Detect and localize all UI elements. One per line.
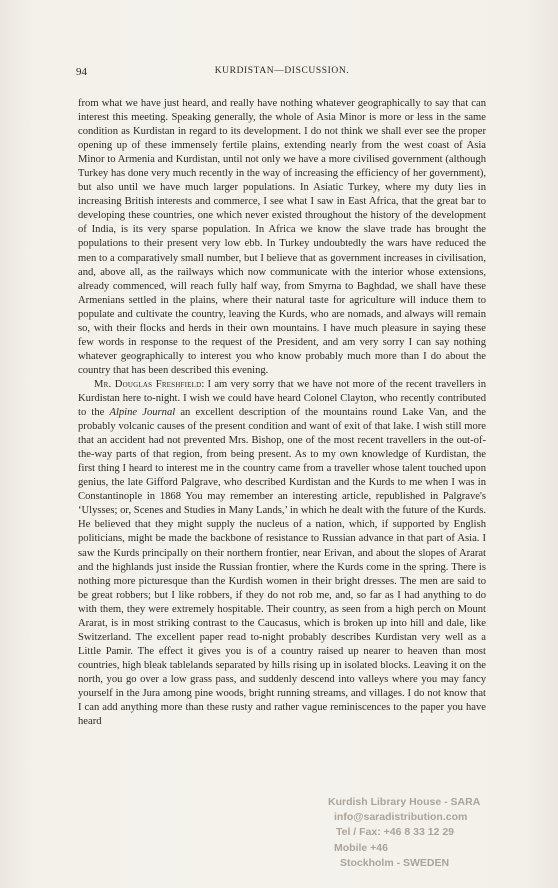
paragraph-2-text-before: : I am very sorry that we have not more of the recent travellers in Kurdistan here to-night. I wish we could have heard Colonel Clayton, who recently contributed to the <box>78 378 486 419</box>
body-text <box>78 97 486 729</box>
stamp-mobile: Mobile +46 <box>334 841 388 854</box>
journal-title: Alpine Journal <box>109 407 176 419</box>
stamp-email: info@saradistribution.com <box>334 811 468 824</box>
paragraph-2 <box>78 378 486 729</box>
speaker-name: Mr. Douglas Freshfield <box>94 378 202 390</box>
page-number: 94 <box>76 66 87 78</box>
stamp-location: Stockholm - SWEDEN <box>340 856 450 869</box>
stamp-phone: Tel / Fax: +46 8 33 12 29 <box>336 826 455 839</box>
library-stamp <box>318 795 498 871</box>
paragraph-1: from what we have just heard, and really have nothing whatever geographically to say that can interest this meeting. Speaking generally, the whole of Asia Minor is more or less in the same condition as Kurdistan in regard to its development. I do not think we shall ever see the proper opening up of these immensely fertile plains, extending nearly from the west coast of Asia Minor to Armenia and Kurdistan, until not only we have a more civilised government (although Turkey has done very much recently in the way of increasing the efficiency of her government), but also until we have much larger populations. In Asiatic Turkey, where my duty lies in increasing British interests and commerce, I see what I saw in East Africa, that the great bar to developing these countries, one which never existed throughout the history of the development of India, is its very sparse population. In Africa we know the slave trade has brought the populations to their present very low ebb. In Turkey undoubtedly the wars have reduced the men to a comparatively small number, but I believe that as government increases in civilisation, and, above all, as the railways which now communicate with the interior whose extensions, already commenced, will reach fully half way, from Smyrna to Baghdad, we shall have these Armenians settled in the plains, where their natural taste for agriculture will induce them to populate and cultivate the country, leaving the Kurds, who are nomads, and always will remain so, with their flocks and herds in their own mountains. I have much pleasure in saying these few words in response to the request of the President, and am very sorry I can say nothing whatever geographically to interest you who know probably much more than I do about the country that has been described this evening. <box>78 98 486 376</box>
page-header <box>76 66 488 80</box>
stamp-library-name: Kurdish Library House - SARA <box>328 796 481 808</box>
paragraph-2-text-after: an excellent description of the mountains round Lake Van, and the probably volcanic causes of the present condition and want of exit of that lake. I wish still more that an accident had not prevented Mrs. Bishop, one of the most recent travellers in the out-of-the-way parts of that region, from being present. As to my own knowledge of Kurdistan, the first thing I heard to interest me in the country came from a traveller whose talent touched upon genius, the late Gifford Palgrave, who described Kurdistan and the Kurds to me when I was in Constantinople in 1868 You may remember an interesting article, republished in Palgrave's ‘Ulysses; or, Scenes and Studies in Many Lands,’ in which he dealt with the future of the Kurds. He believed that they might supply the nucleus of a nation, which, if supported by English politicians, might be made the backbone of resistance to Russian advance in that part of Asia. I saw the Kurds principally on their northern frontier, near Erivan, and about the slopes of Ararat and the highlands just inside the Russian frontier, where the Kurds come in the spring. There is nothing more picturesque than the Kurdish women in their bright dresses. The men are said to be great robbers; but I like robbers, if they do not rob me, and, so far as I had anything to do with them, they were extremely hospitable. Their country, as seen from a high perch on Mount Ararat, is in most striking contrast to the Caucasus, which is broken up into hill and dale, like Switzerland. The excellent paper read to-night probably describes Kurdistan very well as a Little Pamir. The effect it gives you is of a country raised up nearer to heaven than most countries, high bleak tablelands separated by hills rising up in isolated blocks. Leaving it on the north, you go over a low grass pass, and suddenly descend into valleys where you may fancy yourself in the Jura among pine woods, bright running streams, and villages. I do not know that I can add anything more than these rusty and rather vague reminiscences to the paper you have heard <box>78 407 486 728</box>
running-title: KURDISTAN—DISCUSSION. <box>214 66 350 76</box>
